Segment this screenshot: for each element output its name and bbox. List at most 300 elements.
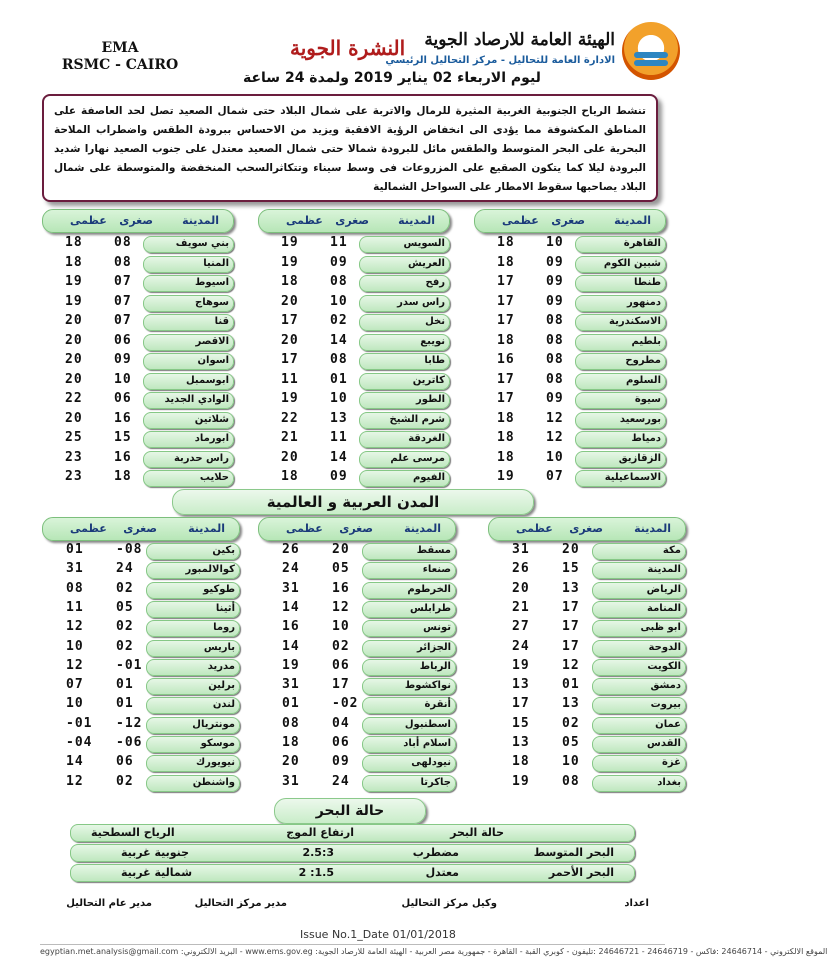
min-temp: 24 <box>116 561 134 577</box>
min-temp: 01 <box>116 677 134 693</box>
egypt-table-header <box>474 209 666 233</box>
egypt-table-header <box>42 209 234 233</box>
column-header-min: صغرى <box>569 522 603 535</box>
min-temp: 16 <box>114 449 132 465</box>
max-temp: 18 <box>65 254 83 270</box>
city-name: الزقازيق <box>618 452 661 464</box>
max-temp: 17 <box>497 274 515 289</box>
max-temp: 20 <box>281 293 299 309</box>
min-temp: 10 <box>546 235 564 250</box>
sea-name: البحر الأحمر <box>548 866 614 879</box>
city-pill <box>146 697 240 714</box>
max-temp: 17 <box>281 352 299 367</box>
city-pill <box>359 295 450 312</box>
city-pill <box>359 392 450 409</box>
max-temp: 17 <box>281 313 299 328</box>
city-pill <box>359 373 450 390</box>
city-name: القدس <box>647 738 681 749</box>
egypt-city-row <box>474 334 664 349</box>
column-header-max: عظمى <box>70 214 107 227</box>
city-pill <box>592 640 686 657</box>
city-name: شبين الكوم <box>603 257 661 269</box>
city-name: العريش <box>408 257 445 269</box>
egypt-city-row <box>474 275 664 290</box>
sea-row-mediterranean <box>70 844 635 862</box>
egypt-city-row <box>258 295 448 310</box>
min-temp: 10 <box>332 619 350 635</box>
city-pill <box>143 373 234 390</box>
city-name: دمياط <box>631 433 661 444</box>
min-temp: 09 <box>114 352 132 367</box>
max-temp: 14 <box>282 599 300 615</box>
sea-header-wave: ارتفاع الموج <box>286 826 354 839</box>
min-temp: -01 <box>116 657 143 673</box>
city-pill <box>359 451 450 468</box>
city-name: اسطنبول <box>404 718 451 730</box>
city-name: دمشق <box>650 680 681 692</box>
max-temp: 17 <box>497 293 515 309</box>
city-pill <box>146 640 240 657</box>
city-name: ابوسمبل <box>186 374 229 386</box>
min-temp: 10 <box>114 371 132 387</box>
world-city-row <box>42 659 238 674</box>
world-city-row <box>42 601 238 616</box>
min-temp: 07 <box>114 293 132 309</box>
min-temp: 05 <box>116 599 134 615</box>
max-temp: 17 <box>497 313 515 328</box>
city-name: اسيوط <box>195 277 229 288</box>
city-pill <box>592 775 686 792</box>
column-header-max: عظمى <box>70 522 107 535</box>
city-pill <box>146 736 240 753</box>
max-temp: 20 <box>281 449 299 465</box>
city-pill <box>146 678 240 695</box>
min-temp: 10 <box>330 391 348 406</box>
min-temp: 07 <box>114 274 132 289</box>
world-city-row <box>488 717 684 732</box>
column-header-min: صغرى <box>123 522 157 535</box>
city-pill <box>146 620 240 637</box>
center-director: مدير مركز التحاليل <box>194 898 287 909</box>
max-temp: 19 <box>281 254 299 270</box>
max-temp: 08 <box>282 715 300 731</box>
city-pill <box>143 314 234 331</box>
column-header-city: المدينة <box>404 522 441 535</box>
city-pill <box>146 717 240 734</box>
max-temp: 20 <box>65 371 83 387</box>
egypt-city-row <box>42 314 232 329</box>
egypt-city-row <box>42 295 232 310</box>
column-header-max: عظمى <box>502 214 539 227</box>
egypt-city-row <box>258 412 448 427</box>
egypt-city-row <box>474 236 664 251</box>
rsmc-label: RSMC - CAIRO <box>61 57 179 73</box>
min-temp: 01 <box>116 696 134 712</box>
city-pill <box>575 451 666 468</box>
max-temp: 16 <box>497 352 515 367</box>
city-name: شرم الشيخ <box>389 413 445 425</box>
city-pill <box>359 256 450 273</box>
min-temp: 10 <box>562 754 580 770</box>
city-pill <box>143 353 234 370</box>
world-city-row <box>42 775 238 790</box>
max-temp: 01 <box>66 542 84 557</box>
column-header-max: عظمى <box>286 522 323 535</box>
city-pill <box>592 601 686 618</box>
world-city-row <box>488 640 684 655</box>
world-city-row <box>42 755 238 770</box>
egypt-city-row <box>258 275 448 290</box>
max-temp: 11 <box>281 371 299 387</box>
min-temp: 14 <box>330 332 348 348</box>
city-name: دمنهور <box>626 296 661 308</box>
max-temp: 21 <box>512 599 530 615</box>
city-pill <box>359 470 450 487</box>
min-temp: 20 <box>562 542 580 557</box>
city-name: المدينة <box>647 564 681 576</box>
min-temp: 17 <box>562 619 580 635</box>
world-city-row <box>258 601 454 616</box>
max-temp: 20 <box>512 580 530 596</box>
city-pill <box>592 543 686 560</box>
min-temp: 17 <box>332 677 350 693</box>
city-pill <box>146 582 240 599</box>
egypt-city-row <box>258 314 448 329</box>
city-name: بكين <box>212 545 235 556</box>
world-city-row <box>258 640 454 655</box>
egypt-city-row <box>42 392 232 407</box>
ema-label: EMA <box>101 40 139 56</box>
min-temp: 17 <box>562 599 580 615</box>
column-header-city: المدينة <box>398 214 435 227</box>
max-temp: 19 <box>281 235 299 250</box>
city-pill <box>362 601 456 618</box>
sea-name: البحر المتوسط <box>533 846 614 859</box>
world-city-row <box>258 659 454 674</box>
max-temp: 17 <box>512 696 530 712</box>
world-city-row <box>488 697 684 712</box>
min-temp: -12 <box>116 715 143 731</box>
world-city-row <box>258 717 454 732</box>
city-name: الفيوم <box>412 472 445 483</box>
world-city-row <box>488 775 684 790</box>
max-temp: 21 <box>281 430 299 445</box>
max-temp: 18 <box>497 449 515 465</box>
city-pill <box>362 640 456 657</box>
city-name: تونس <box>423 622 451 634</box>
world-table-header <box>488 517 686 541</box>
city-pill <box>359 334 450 351</box>
egypt-city-row <box>258 373 448 388</box>
min-temp: 06 <box>116 754 134 770</box>
world-city-row <box>42 582 238 597</box>
world-city-row <box>258 562 454 577</box>
city-name: عمان <box>655 718 681 730</box>
city-pill <box>143 470 234 487</box>
city-name: أثينا <box>215 602 235 614</box>
city-name: صنعاء <box>422 564 451 576</box>
column-header-city: المدينة <box>188 522 225 535</box>
min-temp: 06 <box>332 657 350 673</box>
max-temp: 26 <box>282 542 300 557</box>
max-temp: 17 <box>497 371 515 387</box>
max-temp: 20 <box>282 754 300 770</box>
city-name: بغداد <box>657 776 681 788</box>
bulletin-title: النشرة الجوية <box>290 36 406 60</box>
city-pill <box>143 295 234 312</box>
max-temp: 19 <box>65 274 83 289</box>
general-director: مدير عام التحاليل <box>66 898 152 909</box>
sea-header-state: حالة البحر <box>450 826 504 839</box>
max-temp: 18 <box>282 735 300 750</box>
city-pill <box>575 412 666 429</box>
world-city-row <box>42 543 238 558</box>
egypt-city-row <box>258 431 448 446</box>
org-subtitle: الادارة العامة للتحاليل - مركز التحاليل الرئيسي <box>385 55 615 66</box>
egypt-city-row <box>42 334 232 349</box>
min-temp: 12 <box>562 657 580 673</box>
max-temp: 18 <box>281 274 299 289</box>
city-pill <box>592 755 686 772</box>
city-name: برلين <box>208 680 235 692</box>
min-temp: 01 <box>330 371 348 387</box>
city-name: لندن <box>212 699 235 711</box>
city-pill <box>575 314 666 331</box>
max-temp: 20 <box>281 332 299 348</box>
world-city-row <box>488 620 684 635</box>
min-temp: 05 <box>332 561 350 577</box>
max-temp: 24 <box>282 561 300 577</box>
max-temp: 10 <box>66 638 84 654</box>
max-temp: 25 <box>65 430 83 445</box>
world-city-row <box>488 582 684 597</box>
city-name: طوكيو <box>203 583 235 595</box>
city-name: سوهاج <box>195 296 229 308</box>
min-temp: 10 <box>330 293 348 309</box>
city-name: طرابلس <box>409 602 451 614</box>
issue-number: Issue No.1_Date 01/01/2018 <box>300 928 456 941</box>
city-name: مدريد <box>207 660 235 672</box>
city-pill <box>143 412 234 429</box>
column-header-min: صغرى <box>119 214 153 227</box>
city-pill <box>359 236 450 253</box>
min-temp: 12 <box>546 410 564 426</box>
max-temp: 18 <box>497 332 515 348</box>
city-pill <box>575 275 666 292</box>
city-pill <box>146 562 240 579</box>
min-temp: -02 <box>332 696 359 712</box>
min-temp: 16 <box>114 410 132 426</box>
sea-state-title: حالة البحر <box>274 798 426 824</box>
max-temp: 13 <box>512 677 530 693</box>
egypt-city-row <box>474 470 664 485</box>
city-pill <box>575 431 666 448</box>
city-name: غزة <box>662 757 681 769</box>
min-temp: 17 <box>562 638 580 654</box>
max-temp: 07 <box>66 677 84 693</box>
city-name: الرباط <box>419 660 451 672</box>
city-name: نيويورك <box>195 757 235 769</box>
forecast-box <box>42 94 658 202</box>
min-temp: 13 <box>330 410 348 426</box>
city-name: روما <box>213 622 235 634</box>
max-temp: 14 <box>282 638 300 654</box>
city-name: جاكرتا <box>420 776 451 788</box>
city-name: بورسعيد <box>619 413 661 425</box>
world-city-row <box>488 678 684 693</box>
min-temp: 20 <box>332 542 350 557</box>
min-temp: 08 <box>546 332 564 348</box>
max-temp: 16 <box>282 619 300 635</box>
column-header-city: المدينة <box>634 522 671 535</box>
city-name: سيوة <box>634 394 661 405</box>
egypt-city-row <box>474 412 664 427</box>
city-name: نيودلهى <box>411 757 451 769</box>
world-city-row <box>488 736 684 751</box>
city-pill <box>575 392 666 409</box>
egypt-city-row <box>42 451 232 466</box>
egypt-city-row <box>42 256 232 271</box>
max-temp: -04 <box>66 735 93 750</box>
city-pill <box>143 451 234 468</box>
city-pill <box>359 275 450 292</box>
egypt-city-row <box>474 295 664 310</box>
city-pill <box>146 543 240 560</box>
column-header-city: المدينة <box>614 214 651 227</box>
column-header-city: المدينة <box>182 214 219 227</box>
city-pill <box>359 314 450 331</box>
max-temp: 18 <box>512 754 530 770</box>
city-name: بلطيم <box>631 335 661 347</box>
max-temp: 19 <box>282 657 300 673</box>
city-pill <box>362 697 456 714</box>
city-pill <box>146 755 240 772</box>
city-name: أنقرة <box>424 699 451 711</box>
city-pill <box>362 582 456 599</box>
city-name: رفح <box>425 277 445 288</box>
max-temp: 12 <box>66 619 84 635</box>
city-name: الغردقة <box>408 433 445 444</box>
city-pill <box>575 236 666 253</box>
world-city-row <box>488 601 684 616</box>
min-temp: 01 <box>562 677 580 693</box>
city-pill <box>362 717 456 734</box>
max-temp: 31 <box>512 542 530 557</box>
city-pill <box>362 659 456 676</box>
egypt-city-row <box>258 392 448 407</box>
city-pill <box>362 775 456 792</box>
min-temp: 13 <box>562 580 580 596</box>
city-name: الاسماعيلية <box>604 472 661 483</box>
column-header-min: صغرى <box>551 214 585 227</box>
city-pill <box>592 562 686 579</box>
min-temp: 09 <box>546 274 564 289</box>
city-pill <box>575 256 666 273</box>
world-city-row <box>42 640 238 655</box>
city-pill <box>146 601 240 618</box>
min-temp: 11 <box>330 430 348 445</box>
min-temp: 08 <box>546 313 564 328</box>
city-name: طنطا <box>634 277 661 288</box>
egypt-city-row <box>42 470 232 485</box>
world-city-row <box>42 717 238 732</box>
min-temp: 09 <box>546 391 564 406</box>
city-name: ابو ظبى <box>640 622 681 634</box>
max-temp: 22 <box>65 391 83 406</box>
max-temp: 20 <box>65 313 83 328</box>
max-temp: 20 <box>65 332 83 348</box>
min-temp: 12 <box>546 430 564 445</box>
max-temp: 24 <box>512 638 530 654</box>
min-temp: 09 <box>330 469 348 484</box>
min-temp: 02 <box>116 638 134 654</box>
max-temp: 17 <box>497 391 515 406</box>
min-temp: 08 <box>330 274 348 289</box>
sea-row-red-sea <box>70 864 635 882</box>
city-pill <box>359 353 450 370</box>
city-pill <box>362 755 456 772</box>
egypt-city-row <box>474 392 664 407</box>
world-city-row <box>258 678 454 693</box>
city-pill <box>359 431 450 448</box>
min-temp: 08 <box>114 254 132 270</box>
org-name: الهيئة العامة للارصاد الجوية <box>424 30 615 50</box>
city-pill <box>592 697 686 714</box>
min-temp: 12 <box>332 599 350 615</box>
min-temp: 02 <box>562 715 580 731</box>
max-temp: 11 <box>66 599 84 615</box>
city-name: باريس <box>203 641 235 653</box>
max-temp: 10 <box>66 696 84 712</box>
city-name: بني سويف <box>175 238 229 249</box>
max-temp: 12 <box>66 773 84 789</box>
max-temp: 19 <box>512 657 530 673</box>
egypt-city-row <box>258 236 448 251</box>
egypt-city-row <box>474 353 664 368</box>
city-name: الاسكندرية <box>609 316 661 327</box>
min-temp: 15 <box>562 561 580 577</box>
max-temp: 15 <box>512 715 530 731</box>
city-pill <box>592 659 686 676</box>
city-name: المنامة <box>647 602 681 614</box>
sea-wave: 1.5: 2 <box>298 866 334 879</box>
city-name: مكة <box>662 545 681 556</box>
max-temp: 08 <box>66 580 84 596</box>
city-name: نخل <box>425 316 445 327</box>
world-city-row <box>488 755 684 770</box>
egypt-city-row <box>42 373 232 388</box>
city-pill <box>143 275 234 292</box>
city-pill <box>362 736 456 753</box>
egypt-city-row <box>474 431 664 446</box>
city-name: المنيا <box>203 257 229 269</box>
min-temp: 02 <box>116 580 134 596</box>
city-name: مطروح <box>625 355 661 366</box>
city-pill <box>592 736 686 753</box>
sea-wind: جنوبية غربية <box>121 846 190 859</box>
city-pill <box>362 678 456 695</box>
max-temp: 18 <box>281 469 299 484</box>
world-city-row <box>42 562 238 577</box>
egypt-city-row <box>42 412 232 427</box>
max-temp: 20 <box>65 352 83 367</box>
world-city-row <box>488 659 684 674</box>
min-temp: -08 <box>116 542 143 557</box>
max-temp: 23 <box>65 449 83 465</box>
min-temp: 15 <box>114 430 132 445</box>
city-name: الطور <box>416 394 445 405</box>
column-header-max: عظمى <box>286 214 323 227</box>
